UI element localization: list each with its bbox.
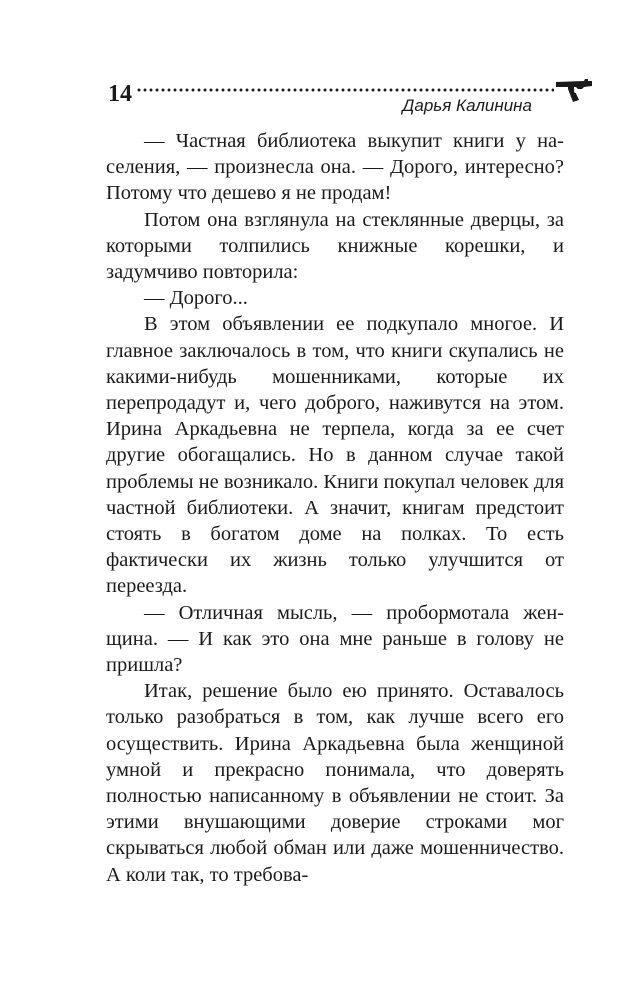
page-number: 14: [108, 81, 132, 107]
running-header: [108, 76, 592, 116]
dotted-rule: [136, 88, 554, 92]
author-name: Дарья Калинина: [402, 96, 532, 115]
paragraph: В этом объявлении ее подкупало многое. И главное заключалось в том, что книги скупались не какими-нибудь мошенниками, которые их перепродадут и, чего доброго, наживутся на этом. Ирина Аркадьевна не терпела, когда за ее счет другие обогащались. Но в данном случае такой проблемы не возникало. Книги покупал человек для частной библиотеки. А значит, книгам предстоит стоять в богатом доме на полках. То есть фактически их жизнь только улучшится от переезда.: [106, 313, 564, 598]
paragraph: — Дорого...: [144, 287, 248, 310]
paragraph: — Частная библиотека выкупит книги у населения, — произнесла она. — Дорого, интересно? Потому что дешево я не продам!: [106, 130, 564, 205]
paragraph: Потом она взглянула на стеклянные дверцы, за которыми толпились книжные корешки, и задумчиво повторила:: [106, 208, 564, 284]
paragraph: Итак, решение было ею принято. Оставалось только разобраться в том, как лучше всего его осуществить. Ирина Аркадьевна была женщиной умной и прекрасно понимала, что доверять полностью написанному в объявлении не стоит. За этими внушающими доверие строками мог скрываться любой обман или даже мошенничество. А коли так, то требова-: [106, 680, 564, 886]
revolver-icon: [554, 76, 594, 104]
paragraph: — Отличная мысль, — пробормотала женщина. — И как это она мне раньше в голову не пришла?: [106, 601, 564, 677]
body-text: [106, 128, 564, 888]
